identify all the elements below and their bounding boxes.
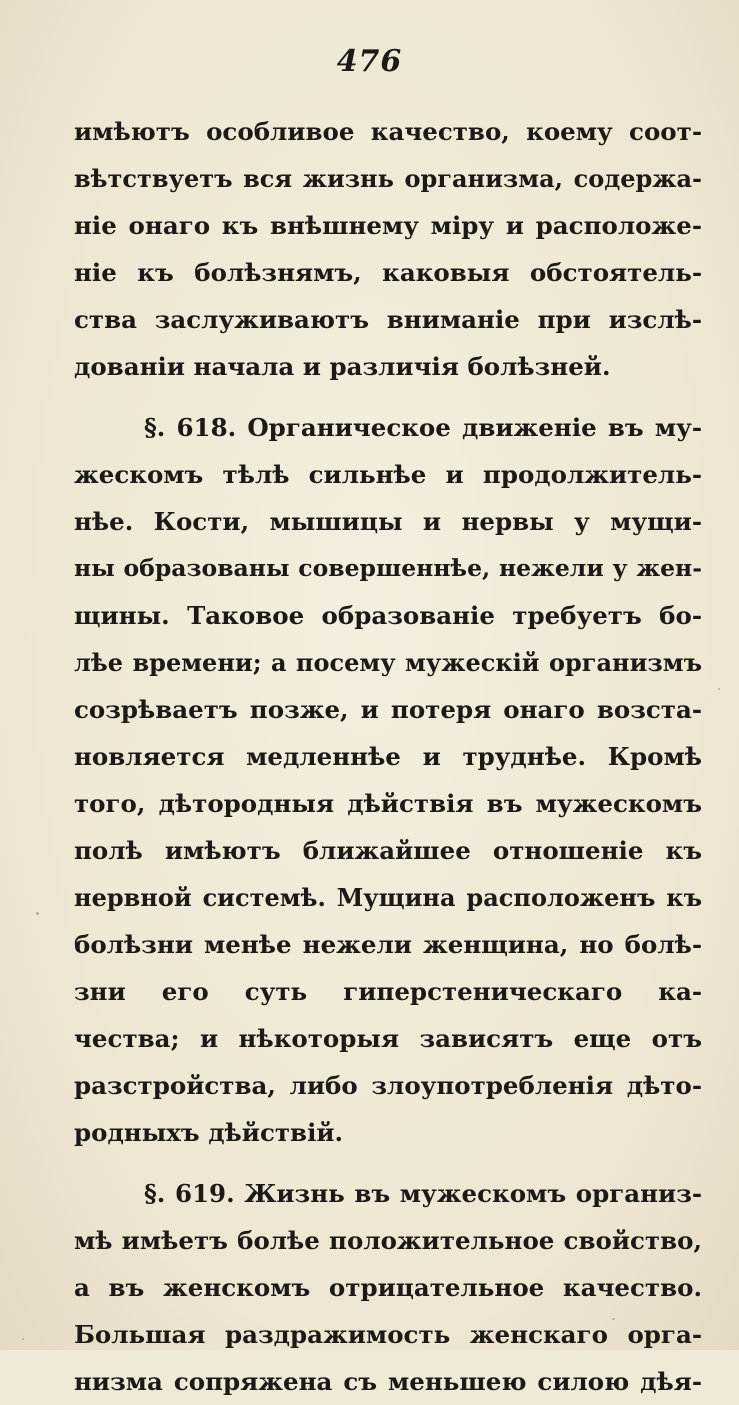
- text-line: ніе онаго къ внѣшнему міру и расположе-: [74, 211, 702, 240]
- text-line: Большая раздражимость женскаго орга-: [74, 1320, 702, 1349]
- text-line: нервной системѣ. Мущина расположенъ къ: [74, 883, 702, 912]
- text-line: а въ женскомъ отрицательное качество.: [74, 1273, 702, 1302]
- text-line: родныхъ дѣйствій.: [74, 1118, 344, 1147]
- text-line: ства заслуживаютъ вниманіе при изслѣ-: [74, 305, 702, 334]
- paper-speck: [612, 1318, 615, 1320]
- body-text: [74, 108, 702, 1405]
- text-line: зни его суть гиперстеническаго ка-: [74, 977, 702, 1006]
- text-line: новляется медленнѣе и труднѣе. Кромѣ: [74, 742, 702, 771]
- paragraph-section-618: [74, 404, 702, 1156]
- text-line: ніе къ болѣзнямъ, каковыя обстоятель-: [74, 258, 702, 287]
- text-line: разстройства, либо злоупотребленія дѣто-: [74, 1071, 702, 1100]
- text-line: §. 619. Жизнь въ мужескомъ организ-: [144, 1179, 702, 1208]
- paragraph-section-619: [74, 1170, 702, 1405]
- text-line: нѣе. Кости, мышицы и нервы у мущи-: [74, 507, 702, 536]
- paragraph-continued: [74, 108, 702, 390]
- text-line: имѣютъ особливое качество, коему соот-: [74, 117, 702, 146]
- text-line: низма сопряжена съ меньшею силою дѣя-: [74, 1367, 702, 1396]
- text-line: ны образованы совершеннѣе, нежели у жен-: [74, 554, 702, 582]
- text-line: созрѣваетъ позже, и потеря онаго возста-: [74, 695, 702, 724]
- page-number: 476: [336, 44, 403, 79]
- text-line: мѣ имѣетъ болѣе положительное свойство,: [74, 1226, 702, 1255]
- text-line: чества; и нѣкоторыя зависятъ еще отъ: [74, 1024, 702, 1053]
- text-line: вѣтствуетъ вся жизнь организма, содержа-: [74, 164, 702, 193]
- text-line: дованіи начала и различія болѣзней.: [74, 352, 611, 381]
- text-line: щины. Таковое образованіе требуетъ бо-: [74, 601, 702, 630]
- paper-speck: [22, 1338, 24, 1340]
- text-line: полѣ имѣютъ ближайшее отношеніе къ: [74, 836, 702, 865]
- paper-speck: [36, 912, 39, 915]
- text-line: §. 618. Органическое движеніе въ му-: [144, 413, 702, 442]
- paper-speck: [718, 688, 720, 690]
- text-line: жескомъ тѣлѣ сильнѣе и продолжитель-: [74, 460, 702, 489]
- text-line: того, дѣтородныя дѣйствія въ мужескомъ: [74, 789, 702, 818]
- text-line: болѣзни менѣе нежели женщина, но болѣ-: [74, 930, 702, 959]
- text-line: лѣе времени; а посему мужескій организмъ: [74, 648, 702, 677]
